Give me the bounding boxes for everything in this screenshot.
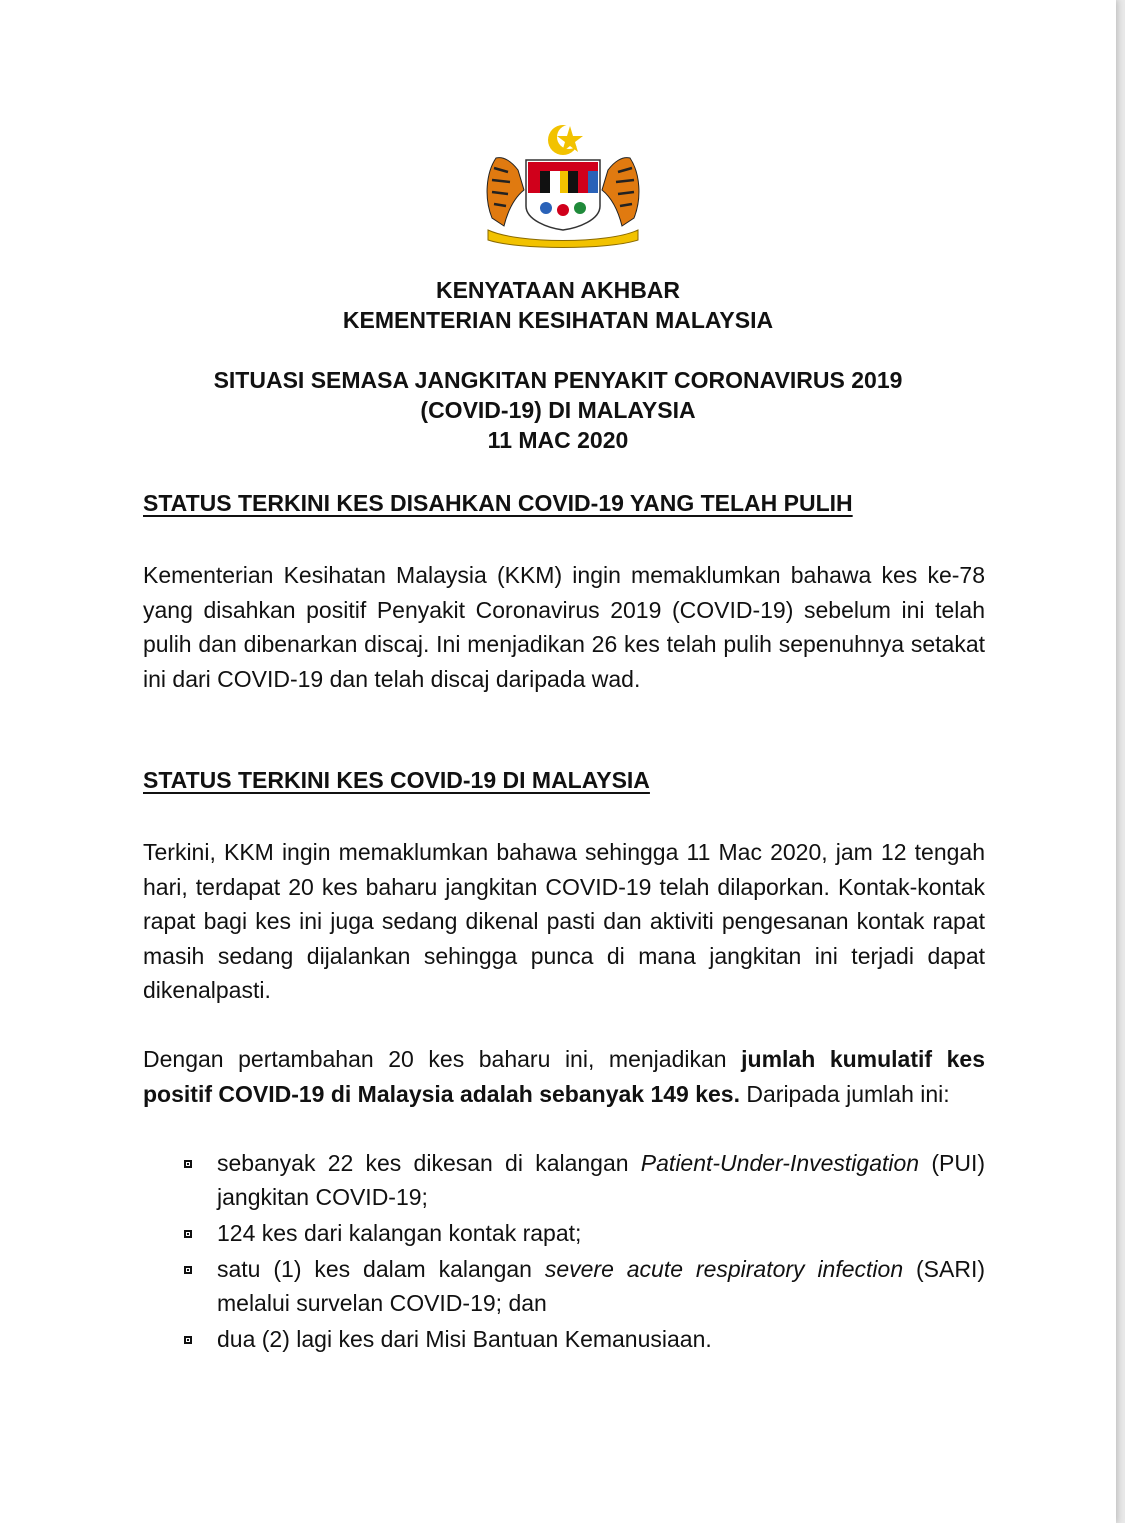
cumulative-total-text: jumlah kumulatif kes positif COVID-19 di Malaysia adalah sebanyak 149 kes. — [143, 1046, 985, 1107]
title-line-1: KENYATAAN AKHBAR — [435, 277, 681, 303]
subtitle-line-2: (COVID-19) DI MALAYSIA — [420, 397, 696, 423]
list-item: dua (2) lagi kes dari Misi Bantuan Kemanusiaan. — [143, 1322, 985, 1356]
list-item: satu (1) kes dalam kalangan severe acute respiratory infection (SARI) melalui survelan COVID-19; dan — [143, 1252, 985, 1320]
square-bullet-icon — [184, 1160, 192, 1168]
list-item: sebanyak 22 kes dikesan di kalangan Patient-Under-Investigation (PUI) jangkitan COVID-19; — [143, 1146, 985, 1214]
section-heading-status: STATUS TERKINI KES COVID-19 DI MALAYSIA — [143, 767, 650, 793]
list-item: 124 kes dari kalangan kontak rapat; — [143, 1216, 985, 1250]
subtitle-line-1: SITUASI SEMASA JANGKITAN PENYAKIT CORONAVIRUS 2019 — [213, 367, 903, 393]
square-bullet-icon — [184, 1266, 192, 1274]
section-heading-recovered: STATUS TERKINI KES DISAHKAN COVID-19 YANG TELAH PULIH — [143, 490, 853, 516]
recovered-paragraph: Kementerian Kesihatan Malaysia (KKM) ingin memaklumkan bahawa kes ke-78 yang disahkan positif Penyakit Coronavirus 2019 (COVID-19) sebelum ini telah pulih dan dibenarkan discaj. Ini menjadikan 26 kes telah pulih sepenuhnya setakat ini dari COVID-19 dan telah discaj daripada wad. — [143, 562, 985, 692]
title-line-2: KEMENTERIAN KESIHATAN MALAYSIA — [342, 307, 774, 333]
status-paragraph-2 — [143, 1042, 985, 1111]
subtitle-date: 11 MAC 2020 — [487, 427, 629, 453]
press-release-title — [0, 275, 1116, 335]
press-release-subtitle — [0, 365, 1116, 455]
square-bullet-icon — [184, 1230, 192, 1238]
status-paragraph-1: Terkini, KKM ingin memaklumkan bahawa sehingga 11 Mac 2020, jam 12 tengah hari, terdapat 20 kes baharu jangkitan COVID-19 telah dilaporkan. Kontak-kontak rapat bagi kes ini juga sedang dikenal pasti dan aktiviti pengesanan kontak rapat masih sedang dijalankan sehingga punca di mana jangkitan ini terjadi dapat dikenalpasti. — [143, 839, 985, 1003]
malaysia-coat-of-arms-icon — [478, 118, 648, 248]
paragraph-2-tail: Daripada jumlah ini: — [740, 1080, 950, 1107]
square-bullet-icon — [184, 1336, 192, 1344]
case-breakdown-list — [143, 1146, 985, 1358]
paragraph-2-text: Dengan pertambahan 20 kes baharu ini, menjadikan — [143, 1046, 742, 1072]
